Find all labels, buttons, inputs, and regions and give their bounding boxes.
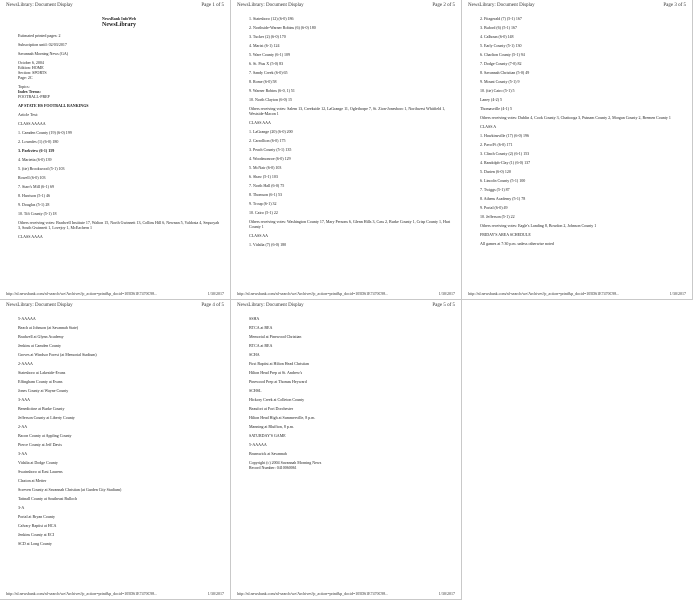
text-line: CLASS A xyxy=(480,124,497,129)
text-line: All games at 7:30 p.m. unless otherwise noted xyxy=(480,241,554,246)
text-line: Bradwell at Glynn Academy xyxy=(18,334,64,339)
text-line: 3-A xyxy=(18,505,25,510)
page-header xyxy=(6,303,224,309)
text-line: 2-AAAA xyxy=(18,361,33,366)
page-number: Page 1 of 5 xyxy=(201,3,224,8)
text-line: 1. Hawkinsville (17) (6-0) 196 xyxy=(480,133,529,138)
text-line: 7. Starr's Mill (6-1) 69 xyxy=(18,184,54,189)
text-line: 8. Savannah Christian (5-0) 49 xyxy=(480,70,530,75)
text-line: 6. St. Pius X (5-0) 83 xyxy=(249,61,284,66)
text-line: BTCA at BEA xyxy=(249,343,273,348)
text-line: Article Text: xyxy=(18,112,39,117)
footer-date: 1/30/2017 xyxy=(207,291,224,296)
text-line: 2. Carrollton (6-0) 175 xyxy=(249,138,286,143)
text-line: Others receiving votes: Washington County 17, Mary Persons 6, Glenn Hills 3, Cass 2, Burke County 1, Crisp County 1, Hart County 1 xyxy=(249,219,451,229)
footer-url: http://nl.newsbank.com/nl-search/we/Archives?p_action=print&p_docid=105D61E7470C98... xyxy=(6,591,158,596)
text-line: SATURDAY'S GAME xyxy=(249,433,286,438)
text-line: 9. Douglas (5-1) 28 xyxy=(18,202,50,207)
text-line: SSHA xyxy=(249,316,260,321)
text-line: 5. (tie) Brookwood (5-1) 103 xyxy=(18,166,65,171)
text-line: Record Number: 0410060061 xyxy=(249,465,297,470)
footer-date: 1/30/2017 xyxy=(438,591,455,596)
text-line: AP STATE HS FOOTBALL RANKINGS xyxy=(18,103,89,108)
text-line: October 6, 2004 xyxy=(18,60,44,65)
text-line: Bacon County at Appling County xyxy=(18,433,72,438)
text-line: 1. Camden County (19) (6-0) 199 xyxy=(18,130,72,135)
page-body xyxy=(249,316,451,585)
text-line: Subscription until: 02/03/2017 xyxy=(18,42,67,47)
footer-url: http://nl.newsbank.com/nl-search/we/Archives?p_action=print&p_docid=105D61E7470C98... xyxy=(237,591,389,596)
text-line: 9. Portal (6-0) 49 xyxy=(480,205,508,210)
text-line: 10. Cairo (5-1) 22 xyxy=(249,210,278,215)
text-line: 10. North Clayton (6-0) 15 xyxy=(249,97,292,102)
page-number: Page 3 of 5 xyxy=(663,3,686,8)
text-line: 9. Mount County (5-1) 9 xyxy=(480,79,520,84)
text-line: 5. Early County (5-1) 130 xyxy=(480,43,522,48)
text-line: Manning at Bluffton, 8 p.m. xyxy=(249,424,294,429)
text-line: 8. Athens Academy (5-1) 78 xyxy=(480,196,526,201)
text-line: Screven County at Savannah Christian (at Garden City Stadium) xyxy=(18,487,122,492)
text-line: Statesboro at Lakeside-Evans xyxy=(18,370,66,375)
text-line: BTCA at BEA xyxy=(249,325,273,330)
text-line: Beach at Johnson (at Savannah State) xyxy=(18,325,79,330)
text-line: Tattnall County at Southeast Bulloch xyxy=(18,496,78,501)
document-page-3 xyxy=(462,0,693,300)
text-line: 5-AAAAA xyxy=(249,442,267,447)
text-line: CLASS AAA xyxy=(249,120,271,125)
text-line: Portal at Bryan County xyxy=(18,514,55,519)
page-header xyxy=(237,303,455,309)
text-line: 7. Sandy Creek (6-0) 65 xyxy=(249,70,288,75)
text-line: 3. Clinch County (2) (6-1) 153 xyxy=(480,151,530,156)
text-line: FRIDAY'S AREA SCHEDULE xyxy=(480,232,531,237)
text-line: 7. North Hall (6-0) 75 xyxy=(249,183,285,188)
text-line: Hilton Head Prep at St. Andrew's xyxy=(249,370,303,375)
page-header-title: NewsLibrary: Document Display xyxy=(6,303,73,308)
text-line: 3. Buford (6) (5-1) 167 xyxy=(480,25,517,30)
text-line: Estimated printed pages: 2 xyxy=(18,33,61,38)
text-line: 1. LaGrange (20) (6-0) 200 xyxy=(249,129,293,134)
text-line: NewsLibrary xyxy=(102,22,136,28)
text-line: Jones County at Wayne County xyxy=(18,388,69,393)
text-line: 5. Darien (6-0) 120 xyxy=(480,169,511,174)
text-line: Others receiving votes: Salem 13, Creekside 12, LaGrange 11, Oglethorpe 7, St. Zion-Jonesboro 1, Northwest Whitfield 1, Westside-Macon 1 xyxy=(249,106,446,116)
page-number: Page 2 of 5 xyxy=(432,3,455,8)
text-line: 4. Calhoun (6-0) 148 xyxy=(480,34,514,39)
text-line: 3. Peach County (5-1) 135 xyxy=(249,147,292,152)
page-footer xyxy=(237,291,455,296)
document-page-4 xyxy=(0,300,231,600)
page-header xyxy=(237,3,455,9)
text-line: 4. Woodmonroe (6-0) 129 xyxy=(249,156,291,161)
text-line: Section: SPORTS xyxy=(18,70,47,75)
page-number: Page 4 of 5 xyxy=(201,303,224,308)
text-line: Pierce County at Jeff Davis xyxy=(18,442,62,447)
footer-date: 1/30/2017 xyxy=(438,291,455,296)
text-line: Effingham County at Evans xyxy=(18,379,63,384)
text-line: 2. Fitzgerald (7) (5-1) 167 xyxy=(480,16,522,21)
text-line: Groves at Windsor Forest (at Memorial Stadium) xyxy=(18,352,97,357)
footer-url: http://nl.newsbank.com/nl-search/we/Archives?p_action=print&p_docid=105D61E7470C98... xyxy=(237,291,389,296)
text-line: 7. Dodge County (7-0) 82 xyxy=(480,61,522,66)
page-body xyxy=(249,16,451,285)
page-footer xyxy=(6,591,224,596)
text-line: 5. McNair (6-0) 103 xyxy=(249,165,282,170)
footer-date: 1/30/2017 xyxy=(207,591,224,596)
text-line: SCD at Long County xyxy=(18,541,52,546)
text-line: CLASS AA xyxy=(249,233,269,238)
page-number: Page 5 of 5 xyxy=(432,303,455,308)
text-line: 4. Randolph-Clay (1) (6-0) 137 xyxy=(480,160,531,165)
text-line: 6. Lincoln County (5-1) 100 xyxy=(480,178,526,183)
text-line: 10. Tift County (5-1) 18 xyxy=(18,211,57,216)
text-line: 10. Jefferson (5-1) 22 xyxy=(480,214,515,219)
text-line: 1. Vidalia (7) (6-0) 180 xyxy=(249,242,287,247)
text-line: Jenkins at Camden County xyxy=(18,343,61,348)
text-line: Benedictine at Burke County xyxy=(18,406,65,411)
page-body xyxy=(18,16,220,285)
page-body xyxy=(18,316,220,585)
text-line: FOOTBALL-PREP xyxy=(18,94,50,99)
page-footer xyxy=(237,591,455,596)
text-line: Hilton Head High at Summerville, 8 p.m. xyxy=(249,415,316,420)
text-line: CLASS AAAA xyxy=(18,234,43,239)
text-line: 3. Tucker (2) (6-0) 170 xyxy=(249,34,286,39)
text-line: SCHSL xyxy=(249,388,262,393)
text-line: 3-AAA xyxy=(18,397,30,402)
text-line: Jefferson County at Liberty County xyxy=(18,415,75,420)
text-line: Hickory Creek at Colleton County xyxy=(249,397,305,402)
text-line: 7. Twiggs (5-1) 87 xyxy=(480,187,510,192)
text-line: 5-AAAAA xyxy=(18,316,36,321)
text-line: 5. Ware County (6-1) 109 xyxy=(249,52,291,57)
document-page-2 xyxy=(231,0,462,300)
text-line: Others receiving votes: Bradwell Institute 17, Walton 15, North Gwinnett 13, Collins Hill 6, Newnan 5, Valdosta 4, Sequoyah 3, South Gwinnett 1, Lovejoy 1, McEachern 1 xyxy=(18,220,220,230)
text-line: 2. Lowndes (1) (6-0) 180 xyxy=(18,139,59,144)
text-line: Others receiving votes: Eagle's Landing 8, Bowdon 2, Johnson County 1 xyxy=(480,223,597,228)
text-line: 1. Statesboro (12) (6-0) 186 xyxy=(249,16,294,21)
text-line: CLASS AAAAA xyxy=(18,121,46,126)
text-line: Calvary Baptist at HCA xyxy=(18,523,57,528)
text-line: 6. Charlton County (5-1) 94 xyxy=(480,52,525,57)
page-footer xyxy=(468,291,686,296)
page-header xyxy=(6,3,224,9)
text-line: 4. Marietta (6-0) 139 xyxy=(18,157,52,162)
text-line: First Baptist at Hilton Head Christian xyxy=(249,361,309,366)
text-line: NewsBank InfoWeb xyxy=(101,16,137,21)
text-line: Brunswick at Savannah xyxy=(249,451,287,456)
text-line: 9. Troup (6-1) 32 xyxy=(249,201,277,206)
text-line: Vidalia at Dodge County xyxy=(18,460,58,465)
text-line: 3. Parkview (6-1) 159 xyxy=(18,148,55,153)
text-line: Swainsboro at East Laurens xyxy=(18,469,63,474)
text-line: 3-AA xyxy=(18,451,28,456)
text-line: Others receiving votes: Dublin 4, Cook County 3, Chattooga 3, Putnam County 2, Morgan County 2, Bremen County 1 xyxy=(480,115,671,120)
page-footer xyxy=(6,291,224,296)
text-line: 8. Thomson (6-1) 53 xyxy=(249,192,283,197)
page-header-title: NewsLibrary: Document Display xyxy=(237,3,304,8)
footer-url: http://nl.newsbank.com/nl-search/we/Archives?p_action=print&p_docid=105D61E7470C98... xyxy=(6,291,158,296)
text-line: Beaufort at Fort Dorchester xyxy=(249,406,294,411)
page-body xyxy=(480,16,682,285)
text-line: Memorial at Pinewood Christian xyxy=(249,334,302,339)
footer-date: 1/30/2017 xyxy=(669,291,686,296)
text-line: 2. Pavo/Ft (6-0) 171 xyxy=(480,142,513,147)
document-page-1 xyxy=(0,0,231,300)
page-header-title: NewsLibrary: Document Display xyxy=(6,3,73,8)
text-line: Copyright (c) 2004 Savannah Morning News xyxy=(249,460,322,465)
text-line: 8. Harrison (5-1) 46 xyxy=(18,193,50,198)
text-line: Savannah Morning News (GA) xyxy=(18,51,69,56)
text-line: 10. (tie) Cairo (5-1) 5 xyxy=(480,88,515,93)
page-header-title: NewsLibrary: Document Display xyxy=(237,303,304,308)
text-line: Pinewood Prep at Thomas Heyward xyxy=(249,379,307,384)
text-line: Claxton at Metter xyxy=(18,478,47,483)
text-line: Rowell (6-0) 103 xyxy=(18,175,46,180)
page-header xyxy=(468,3,686,9)
text-line: Index Terms: xyxy=(18,89,41,94)
text-line: SCHA xyxy=(249,352,260,357)
text-line: Page: 2C xyxy=(18,75,33,80)
text-line: Edition: HOME xyxy=(18,65,44,70)
text-line: 2-AA xyxy=(18,424,28,429)
page-header-title: NewsLibrary: Document Display xyxy=(468,3,535,8)
text-line: Laney (4-2) 5 xyxy=(480,97,502,102)
text-line: 2. Northside-Warner Robins (6) (6-0) 180 xyxy=(249,25,316,30)
text-line: 9. Warner Robins (6-0, 1) 51 xyxy=(249,88,295,93)
text-line: 8. Rome (6-0) 58 xyxy=(249,79,277,84)
text-line: 6. Shaw (5-1) 103 xyxy=(249,174,278,179)
footer-url: http://nl.newsbank.com/nl-search/we/Archives?p_action=print&p_docid=105D61E7470C98... xyxy=(468,291,620,296)
text-line: Topics: xyxy=(18,84,30,89)
text-line: Thomasville (4-1) 5 xyxy=(480,106,512,111)
text-line: 4. Marist (6-1) 124 xyxy=(249,43,280,48)
text-line: Jenkins County at ECI xyxy=(18,532,55,537)
document-page-5 xyxy=(231,300,462,600)
